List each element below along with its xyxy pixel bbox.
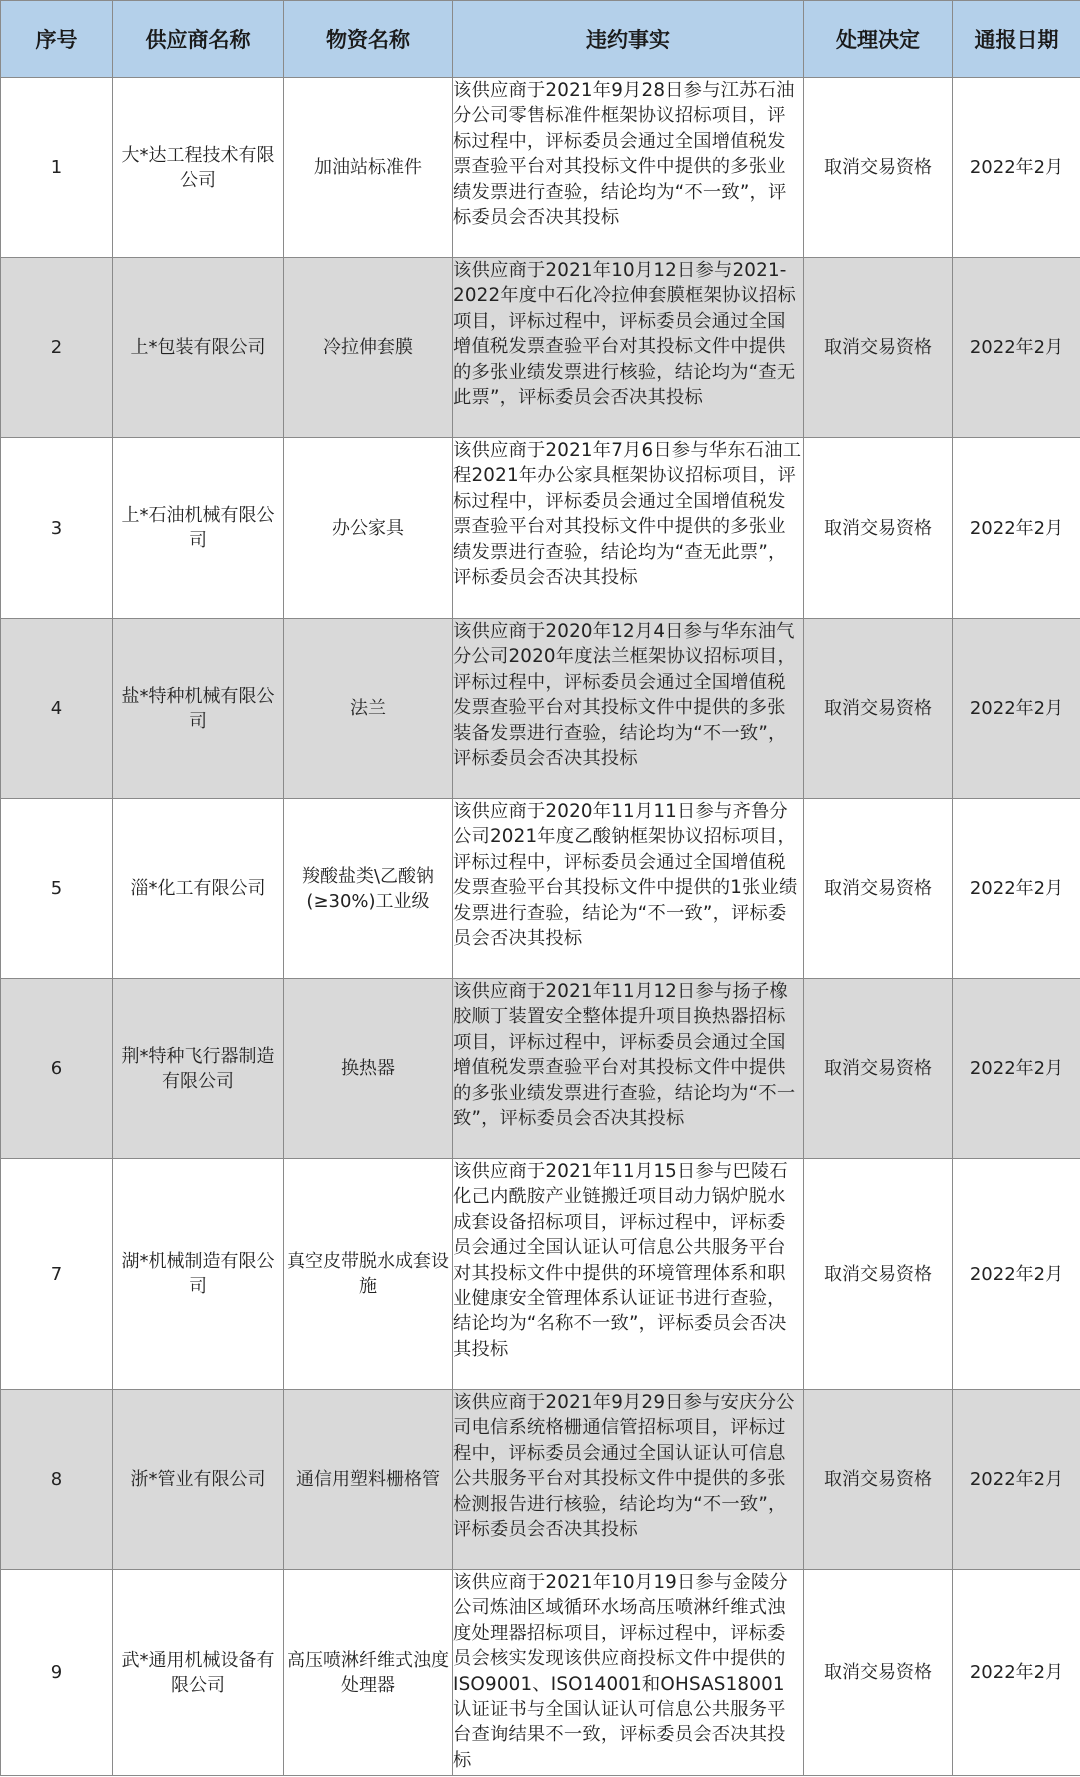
cell-supplier: 上*石油机械有限公司	[113, 438, 284, 619]
cell-supplier: 上*包装有限公司	[113, 258, 284, 438]
cell-material: 办公家具	[284, 438, 453, 619]
table-row	[1, 258, 1080, 438]
cell-seq: 7	[1, 1159, 113, 1390]
cell-decision: 取消交易资格	[804, 78, 953, 258]
cell-decision: 取消交易资格	[804, 258, 953, 438]
cell-decision: 取消交易资格	[804, 1159, 953, 1390]
header-material: 物资名称	[284, 1, 453, 78]
cell-supplier: 武*通用机械设备有限公司	[113, 1570, 284, 1776]
cell-decision: 取消交易资格	[804, 438, 953, 619]
cell-supplier: 淄*化工有限公司	[113, 799, 284, 979]
cell-violation: 该供应商于2021年7月6日参与华东石油工程2021年办公家具框架协议招标项目，评标过程中，评标委员会通过全国增值税发票查验平台对其投标文件中提供的多张业绩发票进行查验，结论均为“查无此票”，评标委员会否决其投标	[453, 438, 804, 619]
cell-decision: 取消交易资格	[804, 1570, 953, 1776]
header-seq: 序号	[1, 1, 113, 78]
cell-date: 2022年2月	[953, 1570, 1080, 1776]
cell-material: 冷拉伸套膜	[284, 258, 453, 438]
cell-seq: 9	[1, 1570, 113, 1776]
cell-seq: 1	[1, 78, 113, 258]
cell-supplier: 盐*特种机械有限公司	[113, 619, 284, 799]
table-body	[1, 78, 1080, 1776]
cell-date: 2022年2月	[953, 619, 1080, 799]
table-row	[1, 1159, 1080, 1390]
table-row	[1, 979, 1080, 1159]
table-row	[1, 619, 1080, 799]
cell-material: 高压喷淋纤维式浊度处理器	[284, 1570, 453, 1776]
cell-decision: 取消交易资格	[804, 1390, 953, 1570]
cell-material: 换热器	[284, 979, 453, 1159]
cell-violation: 该供应商于2020年11月11日参与齐鲁分公司2021年度乙酸钠框架协议招标项目，评标过程中，评标委员会通过全国增值税发票查验平台其投标文件中提供的1张业绩发票进行查验，结论为“不一致”，评标委员会否决其投标	[453, 799, 804, 979]
cell-material: 通信用塑料栅格管	[284, 1390, 453, 1570]
cell-supplier: 湖*机械制造有限公司	[113, 1159, 284, 1390]
cell-seq: 4	[1, 619, 113, 799]
header-violation: 违约事实	[453, 1, 804, 78]
cell-seq: 5	[1, 799, 113, 979]
cell-violation: 该供应商于2021年9月28日参与江苏石油分公司零售标准件框架协议招标项目，评标过程中，评标委员会通过全国增值税发票查验平台对其投标文件中提供的多张业绩发票进行查验，结论均为“不一致”，评标委员会否决其投标	[453, 78, 804, 258]
cell-decision: 取消交易资格	[804, 619, 953, 799]
table-header	[1, 1, 1080, 78]
cell-decision: 取消交易资格	[804, 799, 953, 979]
header-date: 通报日期	[953, 1, 1080, 78]
table-row	[1, 438, 1080, 619]
table-row	[1, 1570, 1080, 1776]
cell-material: 法兰	[284, 619, 453, 799]
header-supplier: 供应商名称	[113, 1, 284, 78]
cell-violation: 该供应商于2021年11月15日参与巴陵石化己内酰胺产业链搬迁项目动力锅炉脱水成套设备招标项目，评标过程中，评标委员会通过全国认证认可信息公共服务平台对其投标文件中提供的环境管理体系和职业健康安全管理体系认证证书进行查验，结论均为“名称不一致”，评标委员会否决其投标	[453, 1159, 804, 1390]
header-row	[1, 1, 1080, 78]
table-row	[1, 78, 1080, 258]
cell-decision: 取消交易资格	[804, 979, 953, 1159]
cell-seq: 6	[1, 979, 113, 1159]
cell-material: 羧酸盐类\乙酸钠(≥30%)工业级	[284, 799, 453, 979]
cell-material: 真空皮带脱水成套设施	[284, 1159, 453, 1390]
cell-date: 2022年2月	[953, 78, 1080, 258]
cell-date: 2022年2月	[953, 1159, 1080, 1390]
cell-date: 2022年2月	[953, 1390, 1080, 1570]
header-decision: 处理决定	[804, 1, 953, 78]
cell-supplier: 大*达工程技术有限公司	[113, 78, 284, 258]
cell-supplier: 荆*特种飞行器制造有限公司	[113, 979, 284, 1159]
cell-supplier: 浙*管业有限公司	[113, 1390, 284, 1570]
cell-violation: 该供应商于2020年12月4日参与华东油气分公司2020年度法兰框架协议招标项目，评标过程中，评标委员会通过全国增值税发票查验平台对其投标文件中提供的多张装备发票进行查验，结论均为“不一致”，评标委员会否决其投标	[453, 619, 804, 799]
cell-seq: 2	[1, 258, 113, 438]
cell-violation: 该供应商于2021年10月19日参与金陵分公司炼油区域循环水场高压喷淋纤维式浊度处理器招标项目，评标过程中，评标委员会核实发现该供应商投标文件中提供的ISO9001、ISO14001和OHSAS18001认证证书与全国认证认可信息公共服务平台查询结果不一致，评标委员会否决其投标	[453, 1570, 804, 1776]
cell-material: 加油站标准件	[284, 78, 453, 258]
cell-date: 2022年2月	[953, 258, 1080, 438]
cell-violation: 该供应商于2021年11月12日参与扬子橡胶顺丁装置安全整体提升项目换热器招标项目，评标过程中，评标委员会通过全国增值税发票查验平台对其投标文件中提供的多张业绩发票进行查验，结论均为“不一致”，评标委员会否决其投标	[453, 979, 804, 1159]
cell-violation: 该供应商于2021年10月12日参与2021-2022年度中石化冷拉伸套膜框架协议招标项目，评标过程中，评标委员会通过全国增值税发票查验平台对其投标文件中提供的多张业绩发票进行核验，结论均为“查无此票”，评标委员会否决其投标	[453, 258, 804, 438]
cell-violation: 该供应商于2021年9月29日参与安庆分公司电信系统格栅通信管招标项目，评标过程中，评标委员会通过全国认证认可信息公共服务平台对其投标文件中提供的多张检测报告进行核验，结论均为“不一致”，评标委员会否决其投标	[453, 1390, 804, 1570]
cell-date: 2022年2月	[953, 799, 1080, 979]
cell-seq: 3	[1, 438, 113, 619]
table-row	[1, 1390, 1080, 1570]
cell-date: 2022年2月	[953, 979, 1080, 1159]
cell-date: 2022年2月	[953, 438, 1080, 619]
cell-seq: 8	[1, 1390, 113, 1570]
table-row	[1, 799, 1080, 979]
